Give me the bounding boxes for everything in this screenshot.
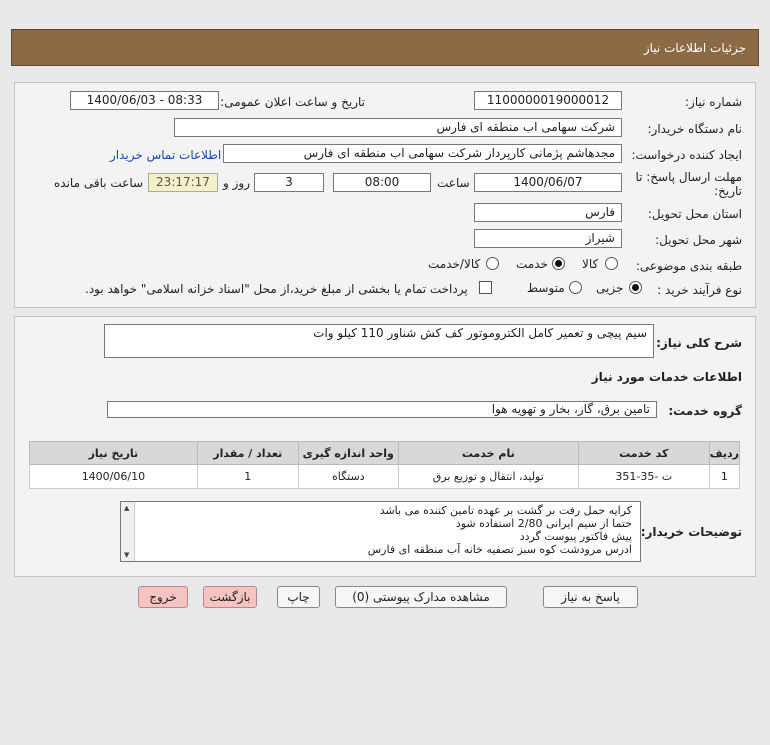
cell-need-date: 1400/06/10 <box>30 465 198 489</box>
col-service-name: نام خدمت <box>398 442 578 465</box>
services-table <box>29 441 740 489</box>
process-label: نوع فرآیند خرید : <box>657 283 742 297</box>
summary-field: سیم پیچی و تعمیر کامل الکتروموتور کف کش شناور 110 کیلو وات <box>104 324 654 358</box>
category-option-goods: کالا <box>582 257 599 271</box>
page-header <box>11 29 759 66</box>
cell-quantity: 1 <box>197 465 298 489</box>
need-number-field: 1100000019000012 <box>474 91 622 110</box>
deadline-date-field: 1400/06/07 <box>474 173 622 192</box>
buyer-note-line: ادرس مرودشت کوه سبز تصفیه خانه آب منطقه ای فارس <box>367 543 632 556</box>
service-group-label: گروه خدمت: <box>668 404 742 418</box>
buyer-note-line: پیش فاکتور پیوست گردد <box>519 530 632 543</box>
category-option-service: خدمت <box>516 257 548 271</box>
col-quantity: تعداد / مقدار <box>197 442 298 465</box>
cell-row: 1 <box>709 465 739 489</box>
payment-checkbox[interactable] <box>479 281 492 294</box>
col-need-date: تاریخ نیاز <box>30 442 198 465</box>
creator-label: ایجاد کننده درخواست: <box>631 148 742 162</box>
scroll-down-icon[interactable]: ▼ <box>124 551 130 559</box>
notes-scrollbar[interactable] <box>121 502 135 561</box>
attachments-button[interactable]: مشاهده مدارک پیوستی (0) <box>335 586 507 608</box>
remaining-time-field: 23:17:17 <box>148 173 218 192</box>
deadline-label: مهلت ارسال پاسخ: تا <box>635 170 742 184</box>
page-title: جزئیات اطلاعات نیاز <box>643 41 746 55</box>
payment-note: پرداخت تمام یا بخشی از مبلغ خرید،از محل "اسناد خزانه اسلامی" خواهد بود. <box>85 282 468 296</box>
deadline-time-label: ساعت <box>437 176 470 190</box>
table-header-row <box>30 442 740 465</box>
back-button[interactable]: بازگشت <box>203 586 257 608</box>
cell-service-code: ت -35-351 <box>578 465 709 489</box>
buyer-notes-label: توضیحات خریدار: <box>640 525 742 539</box>
category-label: طبقه بندی موضوعی: <box>635 259 742 273</box>
buyer-note-line: کرایه حمل رفت بر گشت بر عهده تامین کننده می باشد <box>379 504 632 517</box>
cell-service-name: تولید، انتقال و توزیع برق <box>398 465 578 489</box>
days-label: روز و <box>223 176 250 190</box>
col-row: ردیف <box>709 442 739 465</box>
cell-unit: دستگاه <box>298 465 398 489</box>
scroll-up-icon[interactable]: ▲ <box>124 504 130 512</box>
table-row <box>30 465 740 489</box>
process-option-minor: جزیی <box>596 281 624 295</box>
process-radio-minor[interactable] <box>629 281 642 294</box>
city-field: شیراز <box>474 229 622 248</box>
deadline-label-date: تاریخ: <box>714 184 742 198</box>
print-button[interactable]: چاپ <box>277 586 320 608</box>
col-service-code: کد خدمت <box>578 442 709 465</box>
days-field: 3 <box>254 173 324 192</box>
city-label: شهر محل تحویل: <box>655 233 742 247</box>
province-field: فارس <box>474 203 622 222</box>
buyer-notes-field[interactable] <box>120 501 641 562</box>
province-label: استان محل تحویل: <box>647 207 742 221</box>
creator-field: مجدهاشم پژمانی کارپرداز شرکت سهامی اب منطقه ای فارس <box>223 144 622 163</box>
category-radio-service[interactable] <box>552 257 565 270</box>
col-unit: واحد اندازه گیری <box>298 442 398 465</box>
contact-link[interactable]: اطلاعات تماس خریدار <box>110 148 222 162</box>
announce-label: تاریخ و ساعت اعلان عمومی: <box>220 95 365 109</box>
reply-button[interactable]: پاسخ به نیاز <box>543 586 638 608</box>
buyer-note-line: حتما از سیم ایرانی 2/80 استفاده شود <box>455 517 632 530</box>
need-info-panel <box>14 82 756 308</box>
category-radio-goods[interactable] <box>605 257 618 270</box>
buyer-org-field: شرکت سهامی اب منطقه ای فارس <box>174 118 622 137</box>
category-option-both: کالا/خدمت <box>428 257 481 271</box>
need-number-label: شماره نیاز: <box>685 95 742 109</box>
announce-field: 1400/06/03 - 08:33 <box>70 91 219 110</box>
buyer-org-label: نام دستگاه خریدار: <box>647 122 742 136</box>
process-option-medium: متوسط <box>527 281 565 295</box>
remaining-label: ساعت باقی مانده <box>54 176 144 190</box>
summary-label: شرح کلی نیاز: <box>656 336 742 350</box>
category-radio-both[interactable] <box>486 257 499 270</box>
services-title: اطلاعات خدمات مورد نیاز <box>591 370 742 384</box>
service-group-field: تامین برق، گاز، بخار و تهویه هوا <box>107 401 657 418</box>
process-radio-medium[interactable] <box>569 281 582 294</box>
deadline-time-field: 08:00 <box>333 173 431 192</box>
exit-button[interactable]: خروج <box>138 586 188 608</box>
